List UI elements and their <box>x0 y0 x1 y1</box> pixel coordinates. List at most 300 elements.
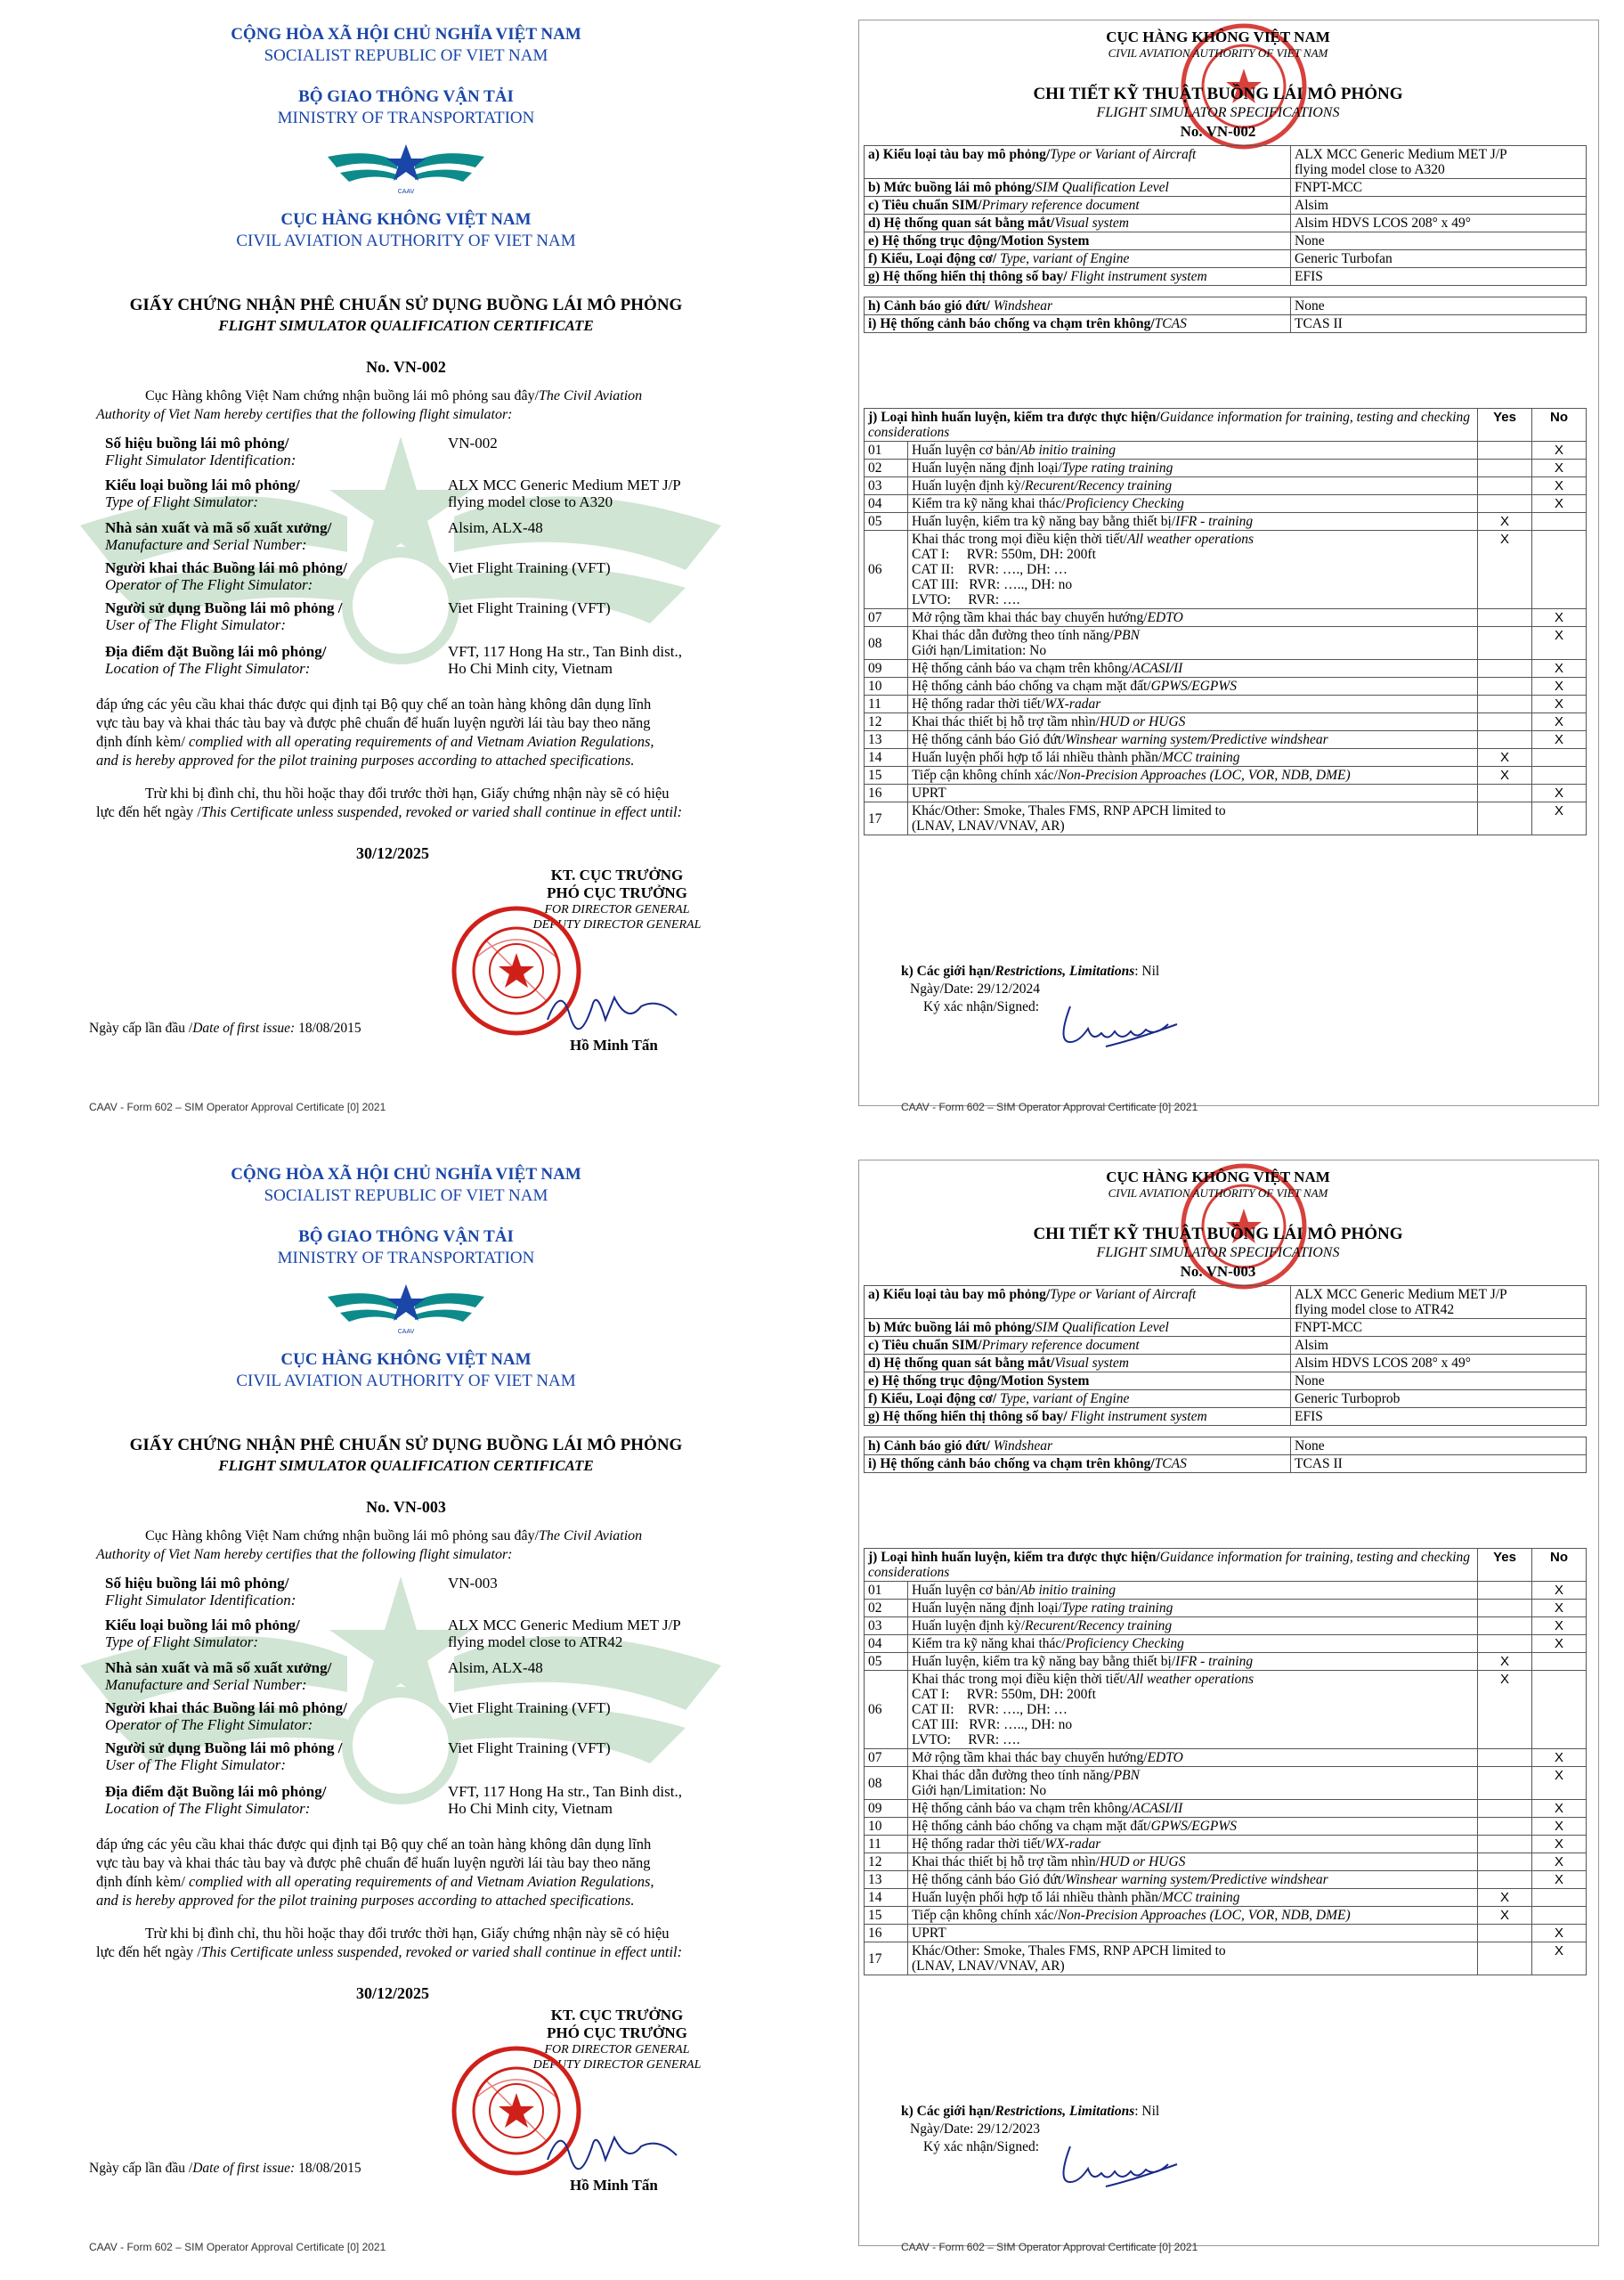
yes-mark <box>1478 1767 1532 1800</box>
training-desc-en: WX-radar <box>1044 696 1101 712</box>
training-desc-vn: Hệ thống radar thời tiết/ <box>912 1836 1045 1852</box>
field-label-en: Location of The Flight Simulator: <box>105 1800 311 1817</box>
no-mark: X <box>1532 627 1587 660</box>
training-desc-cell <box>908 609 1478 627</box>
spec-label-en: SIM Qualification Level <box>1035 180 1169 195</box>
training-desc-vn: Hệ thống cảnh báo va chạm trên không/ <box>912 661 1133 676</box>
caav-logo-icon <box>328 1282 484 1336</box>
training-desc-en: GPWS/EGPWS <box>1150 679 1238 694</box>
spec-label-en: Type, variant of Engine <box>996 1391 1130 1406</box>
spec-value-line1: None <box>1295 1438 1325 1454</box>
k-en: Restrictions, Limitations <box>995 2104 1135 2119</box>
training-desc <box>912 1768 1474 1783</box>
intro-en1: The Civil Aviation <box>539 388 643 403</box>
date-label: Ngày/Date: <box>910 2121 974 2137</box>
training-desc <box>912 696 1474 712</box>
specifications-table <box>864 145 1587 333</box>
training-desc <box>912 1908 1474 1923</box>
field-label-vn: Người khai thác Buồng lái mô phỏng/ <box>105 1699 347 1716</box>
spec-value-line1: None <box>1295 298 1325 314</box>
certificate-page <box>0 1140 812 2280</box>
yes-mark <box>1478 1836 1532 1853</box>
spec-value-cell <box>1291 1319 1587 1337</box>
spec-key: f) <box>868 251 878 266</box>
spec-value-line1: TCAS II <box>1295 1456 1343 1471</box>
field-value <box>448 643 751 677</box>
spec-label-vn: Mức buồng lái mô phỏng/ <box>883 1320 1036 1335</box>
spec-row <box>865 250 1587 268</box>
field-label <box>105 476 443 510</box>
spec-value-cell <box>1291 1355 1587 1372</box>
yes-mark: X <box>1478 1907 1532 1925</box>
spec-label-vn: Hệ thống cảnh báo chống va chạm trên không/ <box>880 316 1155 331</box>
no-mark: X <box>1532 802 1587 835</box>
caav-en: CIVIL AVIATION AUTHORITY OF VIET NAM <box>236 1372 576 1390</box>
field-label <box>105 1575 443 1608</box>
training-number: 15 <box>865 1907 908 1925</box>
spec-label-vn: Kiểu loại tàu bay mô phỏng/ <box>882 147 1051 162</box>
no-mark <box>1532 1889 1587 1907</box>
spec-key: d) <box>868 216 881 231</box>
training-number: 08 <box>865 1767 908 1800</box>
no-mark: X <box>1532 609 1587 627</box>
comply4: and is hereby approved for the pilot training purposes according to attached specifications. <box>96 1892 635 1909</box>
intro-text <box>96 387 773 424</box>
training-row <box>865 731 1587 749</box>
spec-key-cell <box>865 1408 1291 1426</box>
training-row <box>865 749 1587 767</box>
spec-label-en: Type or Variant of Aircraft <box>1050 147 1197 162</box>
training-desc <box>912 803 1474 818</box>
field-label-en: Type of Flight Simulator: <box>105 1633 259 1650</box>
training-desc <box>912 1672 1474 1687</box>
training-desc <box>912 1618 1474 1633</box>
field-value-line2: Ho Chi Minh city, Vietnam <box>448 1800 613 1817</box>
training-row <box>865 1889 1587 1907</box>
ministry-vn: BỘ GIAO THÔNG VẬN TẢI <box>298 87 514 106</box>
training-desc <box>912 714 1474 729</box>
spec-label-vn: Tiêu chuẩn SIM/ <box>881 198 982 213</box>
spec-key-cell <box>865 232 1291 250</box>
training-desc <box>912 1750 1474 1765</box>
training-number: 11 <box>865 696 908 713</box>
spec-row <box>865 215 1587 232</box>
training-number: 03 <box>865 477 908 495</box>
spec-value-cell <box>1291 1286 1587 1319</box>
field-value <box>448 1739 751 1756</box>
spec-key: a) <box>868 147 880 162</box>
first-issue-en: Date of first issue: <box>192 2161 296 2176</box>
training-desc-cell <box>908 1617 1478 1635</box>
yes-mark: X <box>1478 767 1532 785</box>
spec-value-cell <box>1291 232 1587 250</box>
no-mark: X <box>1532 495 1587 513</box>
training-desc <box>912 1801 1474 1816</box>
no-mark: X <box>1532 1582 1587 1600</box>
yes-mark <box>1478 1617 1532 1635</box>
spec-key: a) <box>868 1287 880 1302</box>
field-value-line1: Viet Flight Training (VFT) <box>448 599 611 616</box>
spec-value-line1: ALX MCC Generic Medium MET J/P <box>1295 1287 1507 1302</box>
training-desc-vn: Mở rộng tầm khai thác bay chuyển hướng/ <box>912 1750 1148 1765</box>
training-header-cell <box>865 1549 1478 1582</box>
spec-value-cell <box>1291 146 1587 179</box>
training-desc-vn: Huấn luyện, kiểm tra kỹ năng bay bằng thiết bị/ <box>912 1654 1176 1669</box>
republic-en: SOCIALIST REPUBLIC OF VIET NAM <box>264 46 548 65</box>
field-value-line1: VFT, 117 Hong Ha str., Tan Binh dist., <box>448 643 682 660</box>
spec-key-cell <box>865 179 1291 197</box>
yes-mark <box>1478 696 1532 713</box>
training-row <box>865 767 1587 785</box>
spec-label-vn: Kiểu, Loại động cơ/ <box>881 1391 997 1406</box>
no-mark: X <box>1532 1836 1587 1853</box>
spec-label-en: SIM Qualification Level <box>1035 1320 1169 1335</box>
no-mark: X <box>1532 1818 1587 1836</box>
spec-key-cell <box>865 1286 1291 1319</box>
field-label <box>105 435 443 468</box>
ministry-vn: BỘ GIAO THÔNG VẬN TẢI <box>298 1227 514 1246</box>
yes-mark <box>1478 495 1532 513</box>
yes-mark <box>1478 1582 1532 1600</box>
no-mark <box>1532 749 1587 767</box>
training-row <box>865 1800 1587 1818</box>
sign1: KT. CỤC TRƯỞNG <box>550 2007 684 2024</box>
sign1: KT. CỤC TRƯỞNG <box>550 867 684 884</box>
spec-label-vn: Hệ thống quan sát bằng mắt/ <box>883 1356 1055 1371</box>
no-mark: X <box>1532 785 1587 802</box>
certificate-page <box>0 0 812 1140</box>
training-desc <box>912 661 1474 676</box>
training-desc-vn: Huấn luyện phối hợp tổ lái nhiều thành phần/ <box>912 750 1163 765</box>
valid2-vn: lực đến hết ngày / <box>96 803 201 820</box>
training-desc <box>912 1943 1474 1958</box>
spec-value-cell <box>1291 268 1587 286</box>
training-desc-en: WX-radar <box>1044 1836 1101 1852</box>
yes-mark: X <box>1478 749 1532 767</box>
field-label-vn: Số hiệu buồng lái mô phỏng/ <box>105 1575 289 1592</box>
training-desc-cell <box>908 495 1478 513</box>
training-header-row <box>865 1549 1587 1582</box>
training-row <box>865 1749 1587 1767</box>
spec-label-vn: Hệ thống hiển thị thông số bay/ <box>882 269 1068 284</box>
no-mark: X <box>1532 1617 1587 1635</box>
date-label: Ngày/Date: <box>910 981 974 997</box>
training-row <box>865 1871 1587 1889</box>
field-label-vn: Địa điểm đặt Buồng lái mô phỏng/ <box>105 1783 327 1800</box>
no-mark <box>1532 1653 1587 1671</box>
no-mark: X <box>1532 1853 1587 1871</box>
training-number: 05 <box>865 513 908 531</box>
spec-row <box>865 232 1587 250</box>
training-desc-vn: Tiếp cận không chính xác/ <box>912 1908 1058 1923</box>
training-desc-vn: Huấn luyện phối hợp tổ lái nhiều thành phần/ <box>912 1890 1163 1905</box>
spec-key-cell <box>865 250 1291 268</box>
training-desc <box>912 443 1474 458</box>
training-desc-extra: (LNAV, LNAV/VNAV, AR) <box>912 1958 1065 1974</box>
training-desc-vn: Hệ thống cảnh báo chống va chạm mặt đất/ <box>912 679 1151 694</box>
training-desc-cell <box>908 1907 1478 1925</box>
training-desc-vn: Khác/Other: Smoke, Thales FMS, RNP APCH limited to <box>912 803 1226 818</box>
training-desc-en: Ab initio training <box>1019 1583 1116 1598</box>
field-label-vn: Địa điểm đặt Buồng lái mô phỏng/ <box>105 643 327 660</box>
spec-key-cell <box>865 1319 1291 1337</box>
training-desc-vn: Huấn luyện, kiểm tra kỹ năng bay bằng thiết bị/ <box>912 514 1176 529</box>
sign4: DEPUTY DIRECTOR GENERAL <box>532 2058 702 2072</box>
field-value-line1: Viet Flight Training (VFT) <box>448 1699 611 1716</box>
training-desc-vn: UPRT <box>912 786 946 801</box>
spec-label-en: Flight instrument system <box>1067 1409 1207 1424</box>
training-desc-cell <box>908 785 1478 802</box>
org-vn: CỤC HÀNG KHÔNG VIỆT NAM <box>1106 1168 1330 1185</box>
spec-value-cell <box>1291 179 1587 197</box>
spec-row <box>865 1455 1587 1473</box>
training-desc-cell <box>908 696 1478 713</box>
no-mark: X <box>1532 1942 1587 1975</box>
j-en: Guidance information for training, testing and checking considerations <box>868 1550 1471 1580</box>
intro-en2: Authority of Viet Nam hereby certifies that the following flight simulator: <box>96 1547 513 1562</box>
spec-title-en: FLIGHT SIMULATOR SPECIFICATIONS <box>1096 1245 1340 1260</box>
training-desc-en: Recurent/Recency training <box>1025 1618 1173 1633</box>
first-issue <box>89 1021 361 1037</box>
training-desc <box>912 1854 1474 1869</box>
yes-mark <box>1478 1925 1532 1942</box>
spec-label-en: Windshear <box>989 1438 1052 1454</box>
yes-mark <box>1478 802 1532 835</box>
spec-value-cell <box>1291 297 1587 315</box>
specifications-page <box>812 1140 1624 2280</box>
training-number: 01 <box>865 442 908 460</box>
spec-value-line1: ALX MCC Generic Medium MET J/P <box>1295 147 1507 162</box>
field-value <box>448 1783 751 1817</box>
intro-vn: Cục Hàng không Việt Nam chứng nhận buồng lái mô phỏng sau đây/ <box>145 388 540 403</box>
yes-mark <box>1478 627 1532 660</box>
training-row <box>865 1818 1587 1836</box>
training-desc <box>912 496 1474 511</box>
training-number: 17 <box>865 1942 908 1975</box>
field-value <box>448 1699 751 1716</box>
training-desc <box>912 610 1474 625</box>
training-desc-cell <box>908 1871 1478 1889</box>
training-row <box>865 785 1587 802</box>
spec-value-cell <box>1291 1455 1587 1473</box>
training-desc <box>912 1836 1474 1852</box>
training-desc-en: MCC training <box>1162 1890 1240 1905</box>
training-desc-extra: CAT II: RVR: …., DH: … <box>912 1702 1068 1717</box>
title-vn: GIẤY CHỨNG NHẬN PHÊ CHUẨN SỬ DỤNG BUỒNG LÁI MÔ PHỎNG <box>129 296 683 314</box>
spec-label-vn: Cảnh báo gió đứt/ <box>883 298 990 314</box>
field-label <box>105 1739 443 1773</box>
spec-value-cell <box>1291 1337 1587 1355</box>
first-issue <box>89 2161 361 2177</box>
spec-key-cell <box>865 1372 1291 1390</box>
spec-key: d) <box>868 1356 881 1371</box>
training-number: 04 <box>865 495 908 513</box>
training-desc-vn: Hệ thống cảnh báo Gió đứt/ <box>912 732 1066 747</box>
field-value <box>448 519 751 536</box>
spec-value-cell <box>1291 215 1587 232</box>
spec-key: e) <box>868 233 880 248</box>
yes-mark: X <box>1478 1889 1532 1907</box>
org-vn: CỤC HÀNG KHÔNG VIỆT NAM <box>1106 28 1330 45</box>
expiry-date: 30/12/2025 <box>356 1984 430 2002</box>
training-row <box>865 477 1587 495</box>
training-row <box>865 442 1587 460</box>
yes-mark: X <box>1478 1653 1532 1671</box>
training-table <box>864 408 1587 835</box>
spec-value-line1: FNPT-MCC <box>1295 180 1363 195</box>
field-label-en: Operator of The Flight Simulator: <box>105 576 313 593</box>
spec-gap-row <box>865 1426 1587 1437</box>
spec-row <box>865 297 1587 315</box>
training-row <box>865 802 1587 835</box>
k-vn: k) Các giới hạn/ <box>901 2104 995 2119</box>
training-desc-en: Ab initio training <box>1019 443 1116 458</box>
first-issue-vn: Ngày cấp lần đầu / <box>89 1021 193 1036</box>
training-desc-cell <box>908 1635 1478 1653</box>
field-label-en: Manufacture and Serial Number: <box>105 1676 307 1693</box>
specifications-page <box>812 0 1624 1140</box>
yes-mark <box>1478 460 1532 477</box>
training-desc-vn: Hệ thống radar thời tiết/ <box>912 696 1045 712</box>
training-desc-cell <box>908 1818 1478 1836</box>
field-value <box>448 1659 751 1676</box>
training-number: 04 <box>865 1635 908 1653</box>
spec-value-line1: None <box>1295 1373 1325 1388</box>
training-desc-en: MCC training <box>1162 750 1240 765</box>
training-header-cell <box>865 409 1478 442</box>
training-desc-cell <box>908 1582 1478 1600</box>
training-desc-vn: Huấn luyện cơ bản/ <box>912 443 1020 458</box>
spec-value-cell <box>1291 250 1587 268</box>
training-number: 13 <box>865 1871 908 1889</box>
training-row <box>865 678 1587 696</box>
yes-mark <box>1478 1853 1532 1871</box>
training-desc-vn: Khai thác thiết bị hỗ trợ tầm nhìn/ <box>912 714 1100 729</box>
spec-label-vn: Hệ thống trục động/Motion System <box>881 1373 1090 1388</box>
spec-key-cell <box>865 1355 1291 1372</box>
validity-text <box>96 1924 773 1961</box>
training-desc-cell <box>908 678 1478 696</box>
republic-vn: CỘNG HÒA XÃ HỘI CHỦ NGHĨA VIỆT NAM <box>231 1165 581 1184</box>
k-vn: k) Các giới hạn/ <box>901 964 995 979</box>
no-mark <box>1532 1907 1587 1925</box>
training-row <box>865 1582 1587 1600</box>
training-row <box>865 1635 1587 1653</box>
field-label-vn: Nhà sản xuất và mã số xuất xưởng/ <box>105 1659 332 1676</box>
training-desc-en: Winshear warning system/Predictive windshear <box>1065 1872 1328 1887</box>
training-desc-en: Proficiency Checking <box>1065 496 1184 511</box>
spec-key-cell <box>865 146 1291 179</box>
spec-title-en: FLIGHT SIMULATOR SPECIFICATIONS <box>1096 105 1340 120</box>
training-desc <box>912 732 1474 747</box>
training-desc-extra: CAT II: RVR: …., DH: … <box>912 562 1068 577</box>
comply4: and is hereby approved for the pilot training purposes according to attached specifications. <box>96 752 635 769</box>
training-desc <box>912 628 1474 643</box>
training-desc-cell <box>908 1653 1478 1671</box>
field-value-line1: VN-003 <box>448 1575 498 1592</box>
spec-label-en: Flight instrument system <box>1067 269 1207 284</box>
training-desc-en: GPWS/EGPWS <box>1150 1819 1238 1834</box>
training-desc <box>912 750 1474 765</box>
training-desc-cell <box>908 731 1478 749</box>
compliance-text <box>96 695 773 770</box>
yes-mark <box>1478 442 1532 460</box>
field-value-line2: flying model close to ATR42 <box>448 1633 623 1650</box>
yes-mark: X <box>1478 1671 1532 1749</box>
training-desc-cell <box>908 1853 1478 1871</box>
spec-row <box>865 1437 1587 1455</box>
j-vn: j) Loại hình huấn luyện, kiểm tra được thực hiện/ <box>868 410 1160 425</box>
field-value-line1: VN-002 <box>448 435 498 452</box>
field-value-line1: Viet Flight Training (VFT) <box>448 559 611 576</box>
training-row <box>865 609 1587 627</box>
training-desc-cell <box>908 1836 1478 1853</box>
signature-scribble <box>543 980 686 1033</box>
field-label <box>105 1659 443 1693</box>
spec-row <box>865 1408 1587 1426</box>
training-desc-cell <box>908 1800 1478 1818</box>
spec-value-line1: Alsim HDVS LCOS 208° x 49° <box>1295 216 1471 231</box>
no-mark: X <box>1532 731 1587 749</box>
spec-label-vn: Tiêu chuẩn SIM/ <box>881 1338 982 1353</box>
spec-row <box>865 1372 1587 1390</box>
training-row <box>865 495 1587 513</box>
training-desc-vn: UPRT <box>912 1926 946 1941</box>
spec-rows <box>865 146 1587 333</box>
field-value <box>448 559 751 576</box>
spec-title-vn: CHI TIẾT KỸ THUẬT BUỒNG LÁI MÔ PHỎNG <box>1033 1225 1403 1243</box>
training-desc-vn: Hệ thống cảnh báo va chạm trên không/ <box>912 1801 1133 1816</box>
training-desc-cell <box>908 1767 1478 1800</box>
spec-label-en: TCAS <box>1154 316 1187 331</box>
training-row <box>865 1653 1587 1671</box>
j-vn: j) Loại hình huấn luyện, kiểm tra được thực hiện/ <box>868 1550 1160 1565</box>
spec-key: i) <box>868 1456 877 1471</box>
spec-number: No. VN-003 <box>1180 1263 1256 1280</box>
signer-name: Hồ Minh Tấn <box>570 2177 658 2194</box>
sign3: FOR DIRECTOR GENERAL <box>544 2043 690 2056</box>
no-mark: X <box>1532 1871 1587 1889</box>
training-number: 06 <box>865 1671 908 1749</box>
spec-row <box>865 179 1587 197</box>
comply3-vn: định đính kèm/ <box>96 733 185 750</box>
spec-row <box>865 1286 1587 1319</box>
spec-label-vn: Kiểu loại tàu bay mô phỏng/ <box>882 1287 1051 1302</box>
comply1: đáp ứng các yêu cầu khai thác được qui định tại Bộ quy chế an toàn hàng không dân dụng lĩnh <box>96 1836 652 1852</box>
spec-key: b) <box>868 1320 881 1335</box>
spec-label-vn: Kiểu, Loại động cơ/ <box>881 251 997 266</box>
spec-label-en: Primary reference document <box>981 198 1140 213</box>
training-desc-cell <box>908 477 1478 495</box>
training-row <box>865 1853 1587 1871</box>
intro-vn: Cục Hàng không Việt Nam chứng nhận buồng lái mô phỏng sau đây/ <box>145 1528 540 1543</box>
comply3-en: complied with all operating requirements of and Vietnam Aviation Regulations, <box>184 1873 654 1890</box>
training-desc-vn: Kiểm tra kỹ năng khai thác/ <box>912 496 1066 511</box>
spec-key: i) <box>868 316 877 331</box>
spec-value-line2: flying model close to ATR42 <box>1295 1302 1455 1317</box>
no-mark: X <box>1532 1635 1587 1653</box>
spec-rows <box>865 1286 1587 1473</box>
training-number: 09 <box>865 1800 908 1818</box>
field-label <box>105 1783 443 1817</box>
training-desc-vn: Khai thác thiết bị hỗ trợ tầm nhìn/ <box>912 1854 1100 1869</box>
comply3-vn: định đính kèm/ <box>96 1873 185 1890</box>
training-desc-en: Non-Precision Approaches (LOC, VOR, NDB, DME) <box>1057 768 1351 783</box>
training-number: 03 <box>865 1617 908 1635</box>
field-value-line1: Alsim, ALX-48 <box>448 1659 543 1676</box>
training-desc-vn: Khai thác trong mọi điều kiện thời tiết/ <box>912 532 1127 547</box>
no-mark: X <box>1532 1800 1587 1818</box>
